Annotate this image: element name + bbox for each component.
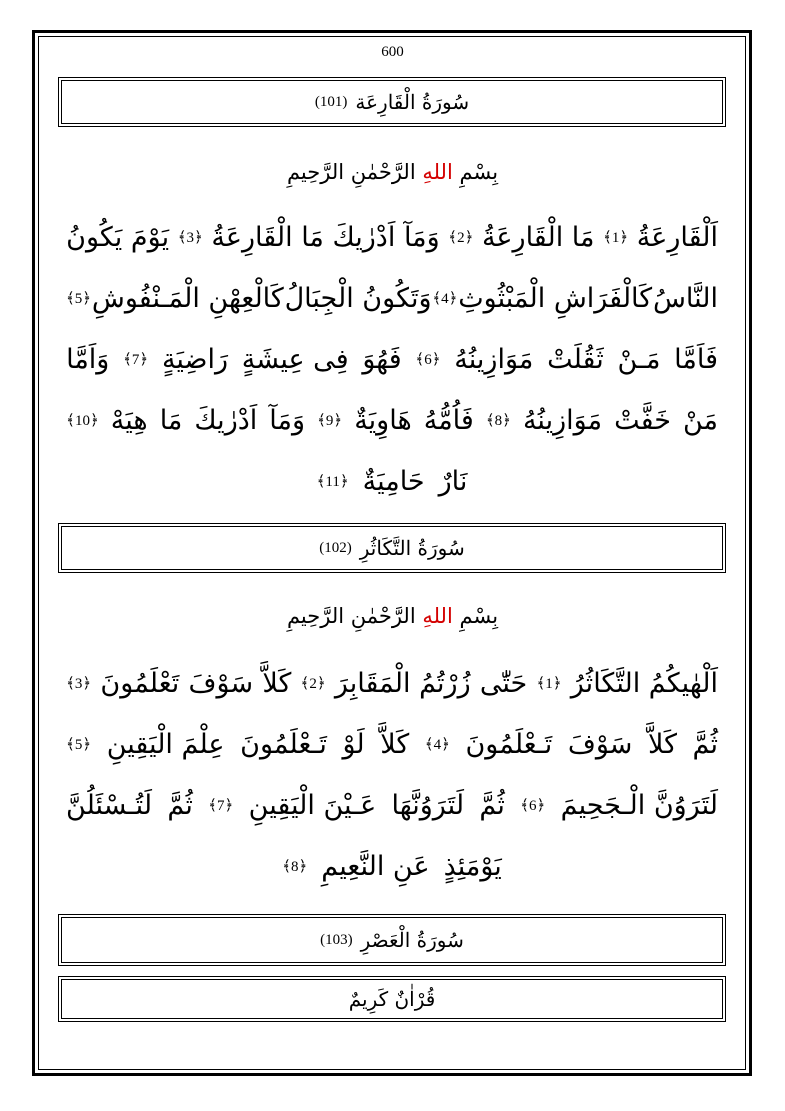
verse-word: حَتّٰى xyxy=(479,668,528,699)
verse-word: لَتَرَوُنَّهَا xyxy=(391,790,465,821)
verse-word: اَدْرٰيكَ xyxy=(194,405,258,436)
surah-title-box-103 xyxy=(58,914,726,966)
verse-word: تَعْلَمُونَ xyxy=(100,668,180,699)
verse-word: عَنِ النَّعِيمِ xyxy=(321,851,430,882)
verse-word: كَالْفَرَاشِ الْمَبْثُوثِ xyxy=(458,283,653,314)
surah-title: سُورَةُ الْعَصْرِ xyxy=(360,928,464,952)
ayah-number-marker: ﴿8﴾ xyxy=(282,859,308,875)
verse-word: النَّاسُ xyxy=(652,283,718,314)
footer-box xyxy=(58,976,726,1022)
surah-title: سُورَةُ التَّكَاثُرِ xyxy=(359,536,465,560)
verse-word: مَا الْقَارِعَةُ xyxy=(211,222,324,253)
page-number: 600 xyxy=(381,44,404,60)
ayah-number-marker: ﴿11﴾ xyxy=(316,474,349,490)
verse-word: فَاَمَّا xyxy=(674,344,718,375)
verse-word: ثُمَّ xyxy=(479,790,505,821)
verse-word: وَاَمَّا xyxy=(66,344,110,375)
verse-word: تَـعْلَمُونَ xyxy=(240,729,327,760)
verse-word: كَلاَّ xyxy=(380,729,410,760)
verse-word: مَنْ xyxy=(682,405,718,436)
verse-word: نَارٌ xyxy=(438,466,468,497)
verse-word: يَكُونُ xyxy=(66,222,123,253)
ayah-number-marker: ﴿4﴾ xyxy=(432,291,458,307)
ayah-number-marker: ﴿9﴾ xyxy=(317,413,343,429)
verse-word: عَـيْنَ الْيَقِينِ xyxy=(248,790,377,821)
verse-line xyxy=(66,775,718,836)
verse-word: فَهُوَ xyxy=(362,344,402,375)
verse-word: كَلاَّ xyxy=(647,729,677,760)
basmala-allah: اللهِ xyxy=(422,160,453,184)
verse-line xyxy=(66,268,718,329)
verse-line xyxy=(66,714,718,775)
ayah-number-marker: ﴿5﴾ xyxy=(66,291,92,307)
verse-word: ثُمَّ xyxy=(167,790,193,821)
verse-word: هَاوِيَةٌ xyxy=(354,405,412,436)
verse-word: اَلْهٰيكُمُ التَّكَاثُرُ xyxy=(570,668,718,699)
verse-line xyxy=(66,207,718,268)
surah-number: (101) xyxy=(314,93,348,110)
surah-number: (102) xyxy=(319,539,352,556)
verse-line xyxy=(66,390,718,451)
verse-word: مَوَازِينُهُ xyxy=(522,405,603,436)
footer-text: قُرْاٰنٌ كَرِيمٌ xyxy=(348,987,436,1011)
verse-word: وَمَآ xyxy=(269,405,306,436)
verse-line xyxy=(66,329,718,390)
verse-word: عِلْمَ الْيَقِينِ xyxy=(106,729,225,760)
verse-word: وَمَآ xyxy=(403,222,440,253)
verse-word: مَوَازِينُهُ xyxy=(454,344,534,375)
verse-word: يَوْمَ xyxy=(130,222,170,253)
ayah-number-marker: ﴿7﴾ xyxy=(123,352,149,368)
verse-word: وَتَكُونُ الْجِبَالُ xyxy=(284,283,432,314)
verse-word: زُرْتُمُ الْمَقَابِرَ xyxy=(334,668,471,699)
ayah-number-marker: ﴿6﴾ xyxy=(520,798,546,814)
verse-word: فَاُمُّهُ xyxy=(423,405,474,436)
verse-word: مَا الْقَارِعَةُ xyxy=(481,222,595,253)
verse-word: سَوْفَ xyxy=(567,729,633,760)
verse-word: فِى عِيشَةٍ xyxy=(241,344,349,375)
verse-word: لَتُـسْئَلُنَّ xyxy=(66,790,153,821)
ayah-number-marker: ﴿2﴾ xyxy=(448,230,474,246)
ayah-number-marker: ﴿4﴾ xyxy=(424,737,450,753)
ayah-number-marker: ﴿8﴾ xyxy=(485,413,511,429)
verse-word: حَامِيَةٌ xyxy=(362,466,425,497)
basmala-allah: اللهِ xyxy=(422,604,453,628)
verse-word: خَفَّتْ xyxy=(614,405,671,436)
verse-word: كَلاَّ xyxy=(262,668,292,699)
verse-word: يَوْمَئِذٍ xyxy=(443,851,502,882)
verse-word: ثَقُلَتْ xyxy=(547,344,604,375)
ayah-number-marker: ﴿3﴾ xyxy=(66,676,92,692)
basmala-word: بِسْمِ xyxy=(459,604,499,628)
surah-title-box-102 xyxy=(58,523,726,573)
verse-word: تَـعْلَمُونَ xyxy=(465,729,553,760)
ayah-number-marker: ﴿3﴾ xyxy=(177,230,203,246)
verse-line xyxy=(66,451,718,512)
ayah-number-marker: ﴿1﴾ xyxy=(603,230,629,246)
verse-word: مَـنْ xyxy=(617,344,661,375)
basmala-word: الرَّحْمٰنِ الرَّحِيمِ xyxy=(286,604,416,628)
ayah-number-marker: ﴿2﴾ xyxy=(300,676,326,692)
ayah-number-marker: ﴿7﴾ xyxy=(208,798,234,814)
verse-word: ثُمَّ xyxy=(692,729,718,760)
basmala-word: الرَّحْمٰنِ الرَّحِيمِ xyxy=(286,160,416,184)
verse-word: مَا xyxy=(159,405,183,436)
verse-block-102 xyxy=(66,653,718,897)
verse-word: لَوْ xyxy=(342,729,365,760)
verse-line xyxy=(66,653,718,714)
surah-number: (103) xyxy=(320,931,353,948)
verse-block-101 xyxy=(66,207,718,512)
verse-word: كَالْعِهْنِ الْمَـنْفُوشِ xyxy=(91,283,284,314)
verse-line xyxy=(66,836,718,897)
ayah-number-marker: ﴿1﴾ xyxy=(536,676,562,692)
verse-word: سَوْفَ xyxy=(188,668,254,699)
basmala xyxy=(0,604,785,628)
ayah-number-marker: ﴿6﴾ xyxy=(415,352,441,368)
verse-word: اَلْقَارِعَةُ xyxy=(636,222,718,253)
surah-title: سُورَةُ الْقَارِعَة xyxy=(355,90,470,114)
ayah-number-marker: ﴿5﴾ xyxy=(66,737,92,753)
ayah-number-marker: ﴿10﴾ xyxy=(66,413,99,429)
verse-word: رَاضِيَةٍ xyxy=(161,344,229,375)
verse-word: هِيَهْ xyxy=(110,405,148,436)
basmala-word: بِسْمِ xyxy=(459,160,499,184)
verse-word: اَدْرٰيكَ xyxy=(332,222,396,253)
verse-word: لَتَرَوُنَّ الْـجَحِيمَ xyxy=(560,790,718,821)
surah-title-box-101 xyxy=(58,77,726,127)
basmala xyxy=(0,160,785,184)
